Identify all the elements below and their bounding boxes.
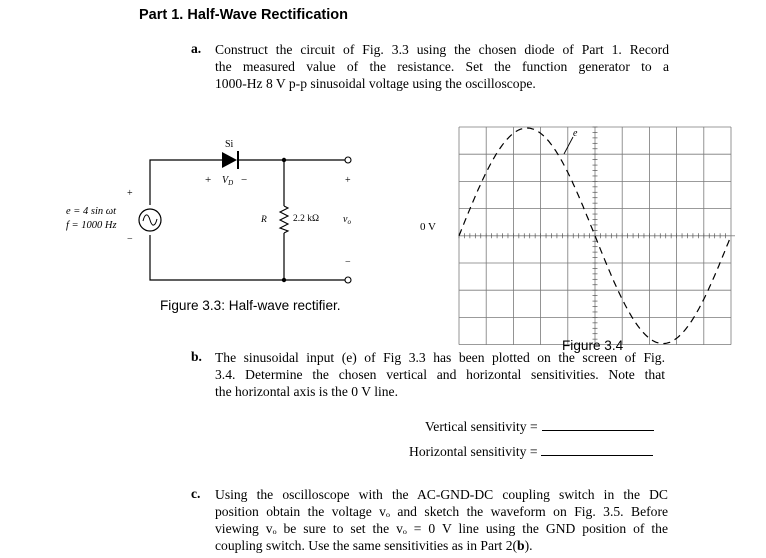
item-c-line-2: position obtain the voltage vₒ and sketch the waveform on Fig. 3.5. Before: [215, 504, 668, 519]
section-title: Part 1. Half-Wave Rectification: [139, 7, 348, 23]
item-a-line-1: Construct the circuit of Fig. 3.3 using the chosen diode of Part 1. Record: [215, 42, 669, 57]
item-c-line-3: viewing vₒ be sure to set the vₒ = 0 V line using the GND position of the: [215, 521, 668, 536]
figure-3-3-caption: Figure 3.3: Half-wave rectifier.: [160, 298, 341, 313]
output-plus: +: [345, 175, 351, 186]
item-b-line-2: 3.4. Determine the chosen vertical and horizontal sensitivities. Note that: [215, 367, 665, 382]
vd-minus: −: [241, 174, 248, 186]
source-frequency: f = 1000 Hz: [66, 220, 117, 231]
resistor-value: 2.2 kΩ: [293, 214, 320, 224]
curve-pointer: [564, 137, 573, 154]
item-b-line-3: the horizontal axis is the 0 V line.: [215, 384, 398, 399]
vd-plus: +: [205, 174, 212, 186]
source-minus: −: [127, 234, 133, 245]
vd-label: $V_D$: [222, 175, 234, 187]
horizontal-sensitivity-label: Horizontal sensitivity =: [409, 444, 538, 459]
item-c-line-4: coupling switch. Use the same sensitivities as in Part 2(b).: [215, 538, 533, 553]
item-b-text: [215, 349, 665, 400]
source-plus: +: [127, 188, 133, 199]
item-c-line-1: Using the oscilloscope with the AC-GND-DC coupling switch in the DC: [215, 487, 668, 502]
item-b-label: b.: [191, 349, 202, 364]
vertical-sensitivity-label: Vertical sensitivity =: [425, 419, 538, 434]
curve-label: e: [573, 128, 578, 139]
resistor-label: R: [261, 215, 267, 225]
horizontal-sensitivity-blank[interactable]: [541, 443, 653, 456]
vertical-sensitivity-row: [425, 418, 654, 435]
item-c-label: c.: [191, 486, 201, 501]
item-b-line-1: The sinusoidal input (e) of Fig 3.3 has been plotted on the screen of Fig.: [215, 350, 665, 365]
item-a-line-2: the measured value of the resistance. Set the function generator to a: [215, 59, 669, 74]
vo-label: $v_o$: [343, 214, 351, 226]
vertical-sensitivity-blank[interactable]: [542, 418, 654, 431]
zero-volt-label: 0 V: [420, 221, 436, 233]
diode-label: Si: [225, 139, 234, 150]
horizontal-sensitivity-row: [409, 443, 653, 460]
item-a-line-3: 1000-Hz 8 V p-p sinusoidal voltage using the oscilloscope.: [215, 76, 536, 91]
output-minus: −: [345, 257, 351, 268]
item-a-label: a.: [191, 41, 202, 56]
figure-3-4-caption: Figure 3.4: [562, 338, 624, 353]
item-c-text: [215, 486, 668, 554]
source-equation: e = 4 sin ωt: [66, 206, 117, 217]
